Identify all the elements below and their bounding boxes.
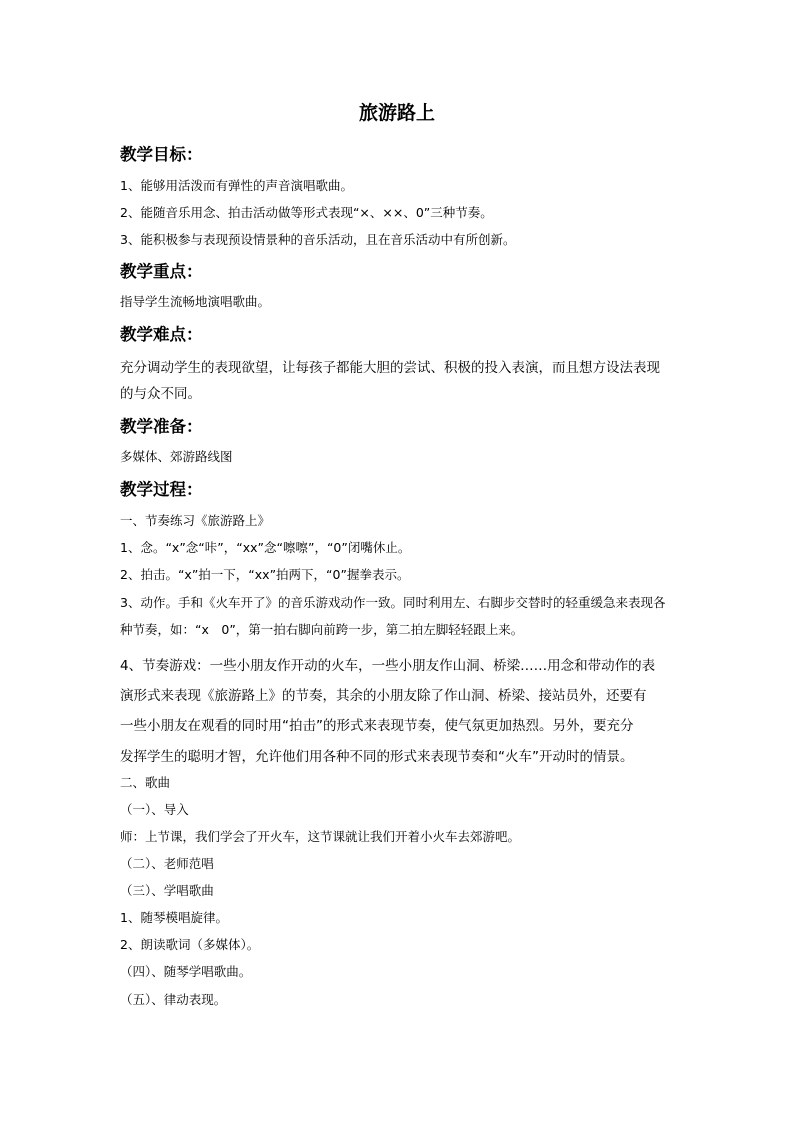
section2-line-6: 2、朗读歌词（多媒体）。 (120, 937, 260, 952)
prep-text: 多媒体、郊游路线图 (120, 449, 233, 464)
section2-line-8: （五）、律动表现。 (120, 992, 227, 1007)
section2-line-3: （二）、老师范唱 (120, 856, 214, 871)
section1-item-3-line-2: 种节奏，如：“x 0”，第一拍右脚向前跨一步，第二拍左脚轻轻跟上来。 (120, 622, 524, 637)
section1-title: 一、节奏练习《旅游路上》 (120, 513, 271, 528)
goal-item-2: 2、能随音乐用念、拍击活动做等形式表现“×、××、0”三种节奏。 (120, 205, 493, 220)
section2-line-2: 师：上节课，我们学会了开火车，这节课就让我们开着小火车去郊游吧。 (120, 829, 521, 844)
document-title: 旅游路上 (358, 102, 435, 124)
prep-heading: 教学准备： (120, 417, 203, 436)
goal-item-3: 3、能积极参与表现预设情景种的音乐活动，且在音乐活动中有所创新。 (120, 232, 516, 247)
key-heading: 教学重点： (120, 262, 203, 281)
section2-line-5: 1、随琴模唱旋律。 (120, 910, 228, 925)
section1-item-4-line-2: 演形式来表现《旅游路上》的节奏，其余的小朋友除了作山洞、桥梁、接站员外，还要有 (120, 688, 647, 704)
section2-title: 二、歌曲 (120, 775, 171, 790)
process-heading: 教学过程： (120, 480, 203, 499)
section2-line-7: （四）、随琴学唱歌曲。 (120, 964, 252, 979)
section1-item-3-line-1: 3、动作。手和《火车开了》的音乐游戏动作一致。同时利用左、右脚步交替时的轻重缓急来表现各 (120, 595, 666, 610)
section1-item-4-line-4: 发挥学生的聪明才智，允许他们用各种不同的形式来表现节奏和“火车”开动时的情景。 (120, 749, 634, 765)
difficulty-line-2: 的与众不同。 (120, 386, 201, 402)
difficulty-line-1: 充分调动学生的表现欲望，让每孩子都能大胆的尝试、积极的投入表演，而且想方设法表现 (120, 360, 660, 376)
section2-line-1: （一）、导入 (120, 802, 189, 817)
section2-line-4: （三）、学唱歌曲 (120, 883, 214, 898)
goals-heading: 教学目标： (120, 145, 203, 164)
section1-item-1: 1、念。“x”念“咔”，“xx”念“嚓嚓”，“0”闭嘴休止。 (120, 540, 411, 555)
difficulty-heading: 教学难点： (120, 325, 203, 344)
section1-item-4-line-3: 一些小朋友在观看的同时用“拍击”的形式来表现节奏，使气氛更加热烈。另外，要充分 (120, 718, 634, 734)
section1-item-4-line-1: 4、节奏游戏：一些小朋友作开动的火车，一些小朋友作山洞、桥梁……用念和带动作的表 (120, 658, 656, 674)
section1-item-2: 2、拍击。“x”拍一下，“xx”拍两下，“0”握拳表示。 (120, 567, 410, 582)
goal-item-1: 1、能够用活泼而有弹性的声音演唱歌曲。 (120, 178, 353, 193)
key-text: 指导学生流畅地演唱歌曲。 (120, 294, 271, 309)
